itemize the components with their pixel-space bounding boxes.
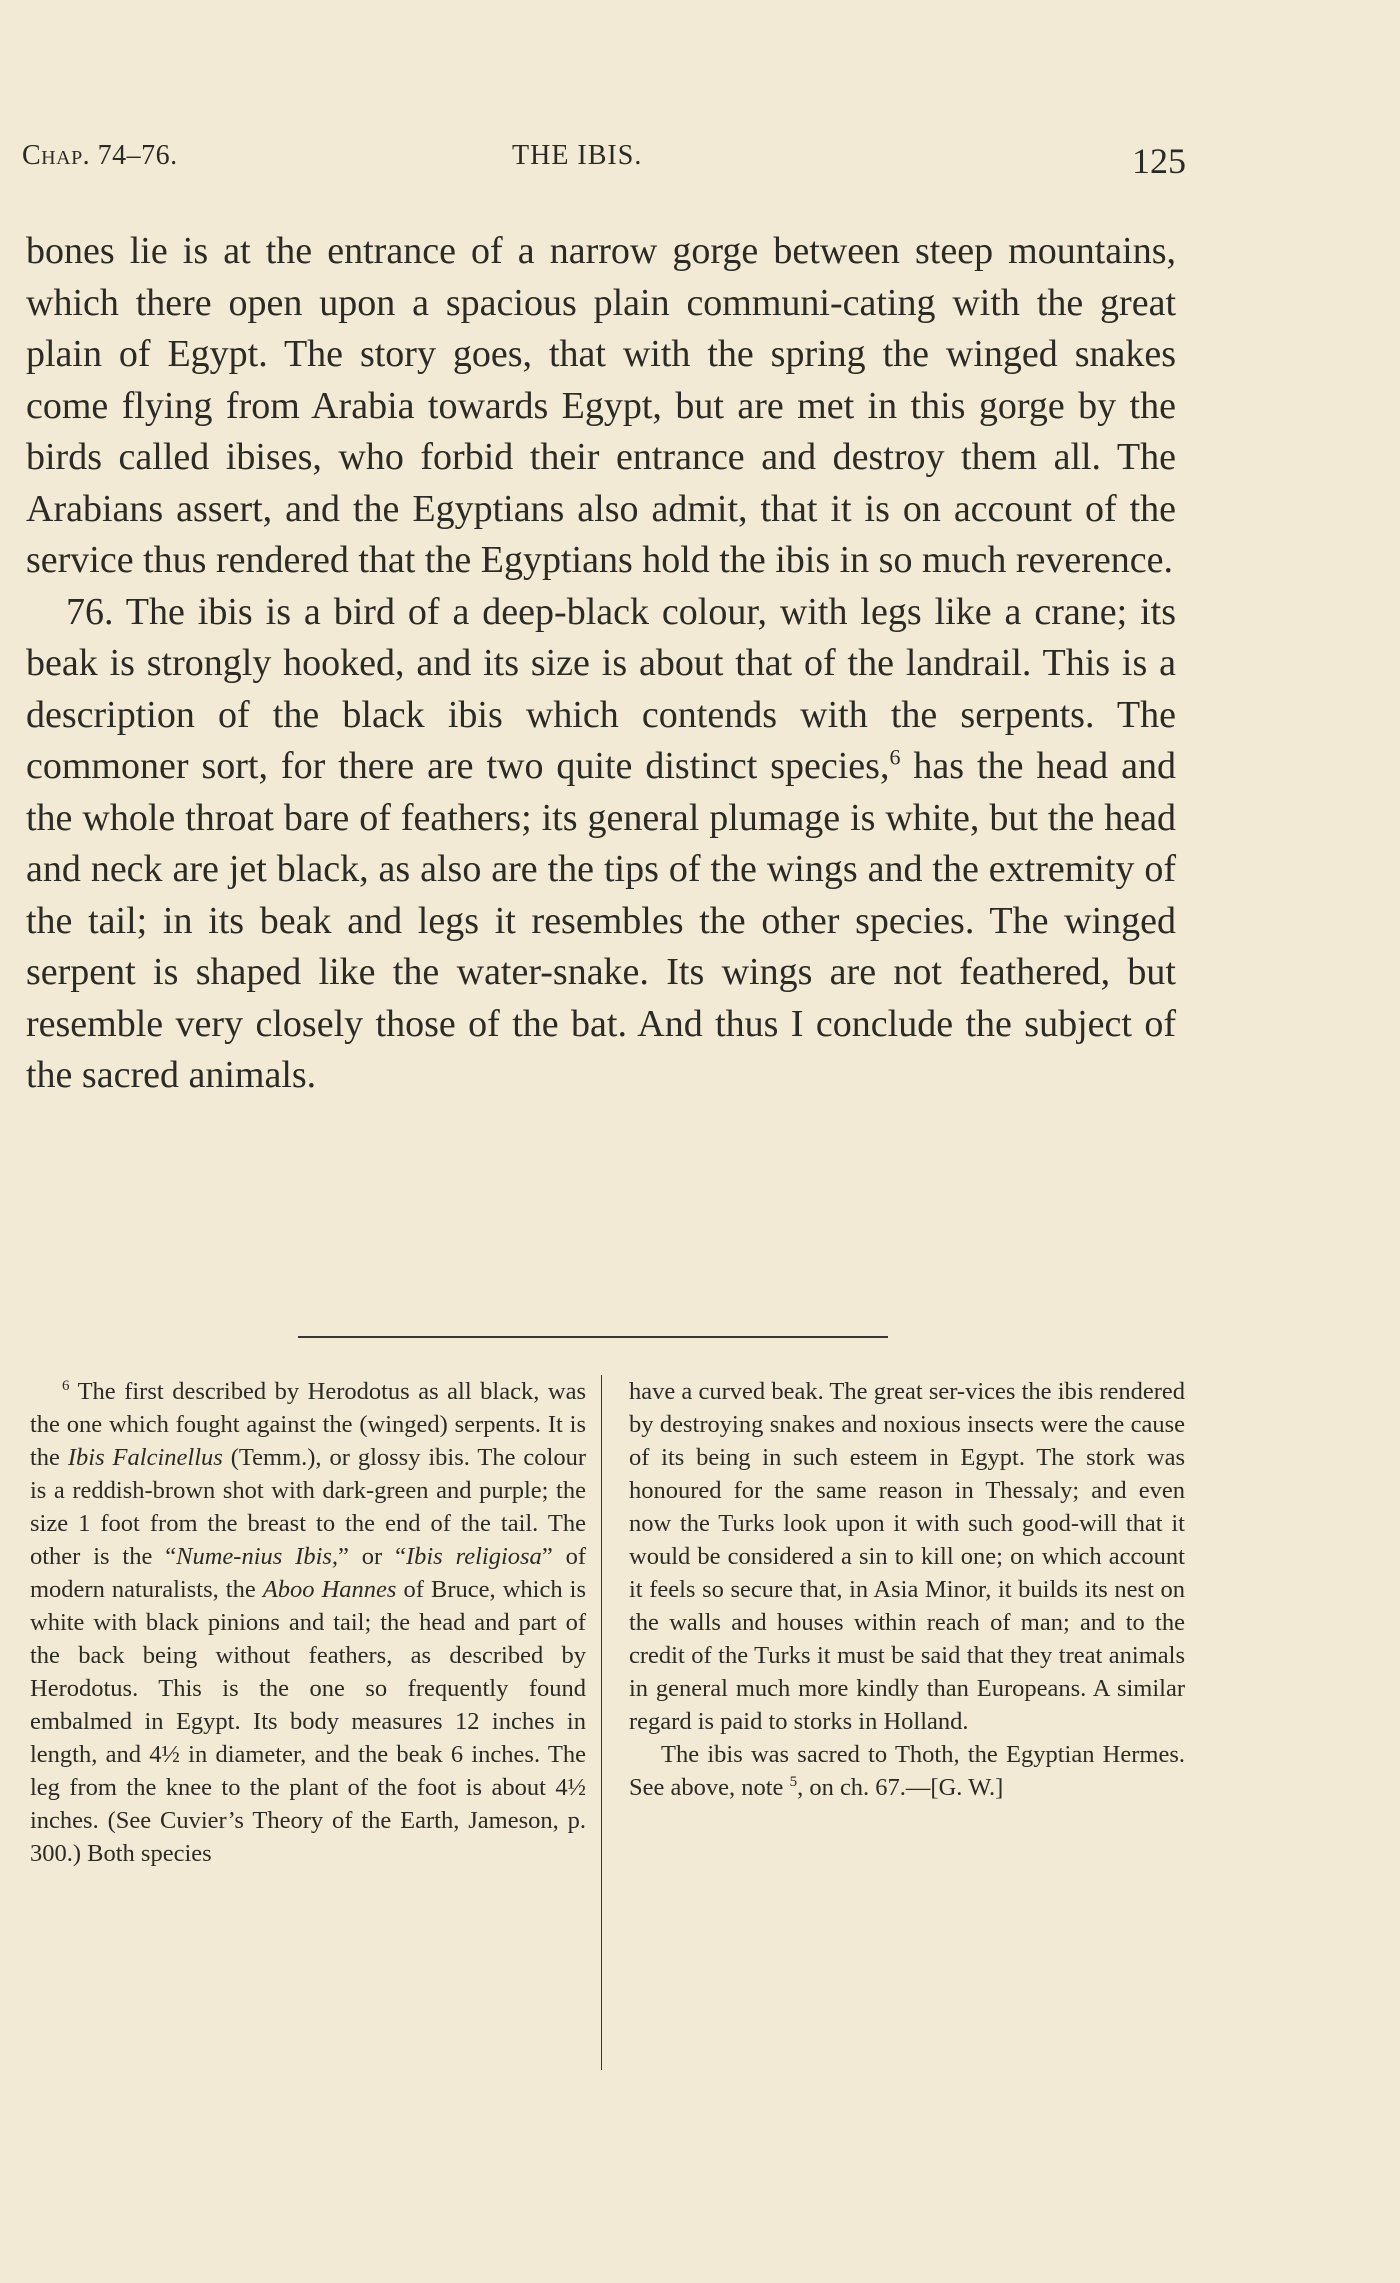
footnote-mark: 6	[62, 1377, 70, 1394]
running-title: THE IBIS.	[512, 140, 643, 171]
note-reference[interactable]: 5	[789, 1773, 798, 1790]
page-number: 125	[1132, 141, 1186, 181]
main-text	[26, 226, 1176, 1102]
running-header	[22, 140, 1186, 184]
footnote-6	[30, 1375, 586, 1870]
footnote-text: of Bruce, which is white with black pinions and tail; the head and part of the back being without feathers, as described by Herodotus. This is the one so frequently found embalmed in Egypt. Its body measures 12 inches in length, and 4½ in diameter, and the beak 6 inches. The leg from the knee to the plant of the foot is about 4½ inches. (See Cuvier’s Theory of the Earth, Jameson, p. 300.) Both species	[30, 1576, 586, 1867]
footnote-column-left	[30, 1375, 586, 1870]
paragraph-76-text-end: has the head and the whole throat bare of feathers; its general plumage is white, but the head and neck are jet black, as also are the tips of the wings and the extremity of the tail; in its beak and legs it resembles the other species. The winged serpent is shaped like the water-snake. Its wings are not feathered, but resemble very closely those of the bat. And thus I conclude the subject of the sacred animals.	[26, 745, 1176, 1096]
paragraph-76-text-start: 76. The ibis is a bird of a deep-black colour, with legs like a crane; its beak is strongly hooked, and its size is about that of the landrail. This is a description of the black ibis which contends with the serpents. The commoner sort, for there are two quite distinct species,	[26, 590, 1176, 787]
species-name: Ibis Falcinellus	[67, 1444, 223, 1471]
footnote-column-right	[629, 1375, 1185, 1804]
footnotes	[26, 1375, 1186, 2075]
footnote-text: The ibis was sacred to Thoth, the Egyptian Hermes. See above, note	[629, 1741, 1185, 1801]
species-name: Aboo Hannes	[262, 1576, 397, 1603]
footnote-text: ” of modern naturalists, the	[30, 1543, 586, 1603]
footnote-text: The first described by Herodotus as all black, was the one which fought against the (winged) serpents. It is the	[30, 1378, 586, 1471]
footnote-reference[interactable]: 6	[889, 744, 901, 770]
species-name: Nume-nius Ibis,	[176, 1543, 339, 1570]
paragraph-continued: bones lie is at the entrance of a narrow gorge between steep mountains, which there open upon a spacious plain communi-cating with the great plain of Egypt. The story goes, that with the spring the winged snakes come flying from Arabia towards Egypt, but are met in this gorge by the birds called ibises, who forbid their entrance and destroy them all. The Arabians assert, and the Egyptians also admit, that it is on account of the service thus rendered that the Egyptians hold the ibis in so much reverence.	[26, 230, 1176, 581]
footnote-addendum	[629, 1738, 1185, 1804]
paragraph-76	[26, 587, 1176, 1102]
footnote-text: ” or “	[338, 1543, 406, 1570]
column-divider	[601, 1375, 602, 2070]
footnote-continued: have a curved beak. The great ser-vices the ibis rendered by destroying snakes and noxious insects were the cause of its being in such esteem in Egypt. The stork was honoured for the same reason in Thessaly; and even now the Turks look upon it with such good-will that it would be considered a sin to kill one; on which account it feels so secure that, in Asia Minor, it builds its nest on the walls and houses within reach of man; and to the credit of the Turks it must be said that they treat animals in general much more kindly than Europeans. A similar regard is paid to storks in Holland.	[629, 1378, 1185, 1735]
footnote-text: , on ch. 67.—[G. W.]	[797, 1774, 1004, 1801]
footnote-text: (Temm.), or glossy ibis. The colour is a reddish-brown shot with dark-green and purple; the size 1 foot from the breast to the end of the tail. The other is the “	[30, 1444, 587, 1570]
footnote-separator	[298, 1336, 888, 1338]
species-name: Ibis religiosa	[405, 1543, 542, 1570]
chapter-reference: Chap. 74–76.	[22, 140, 178, 171]
